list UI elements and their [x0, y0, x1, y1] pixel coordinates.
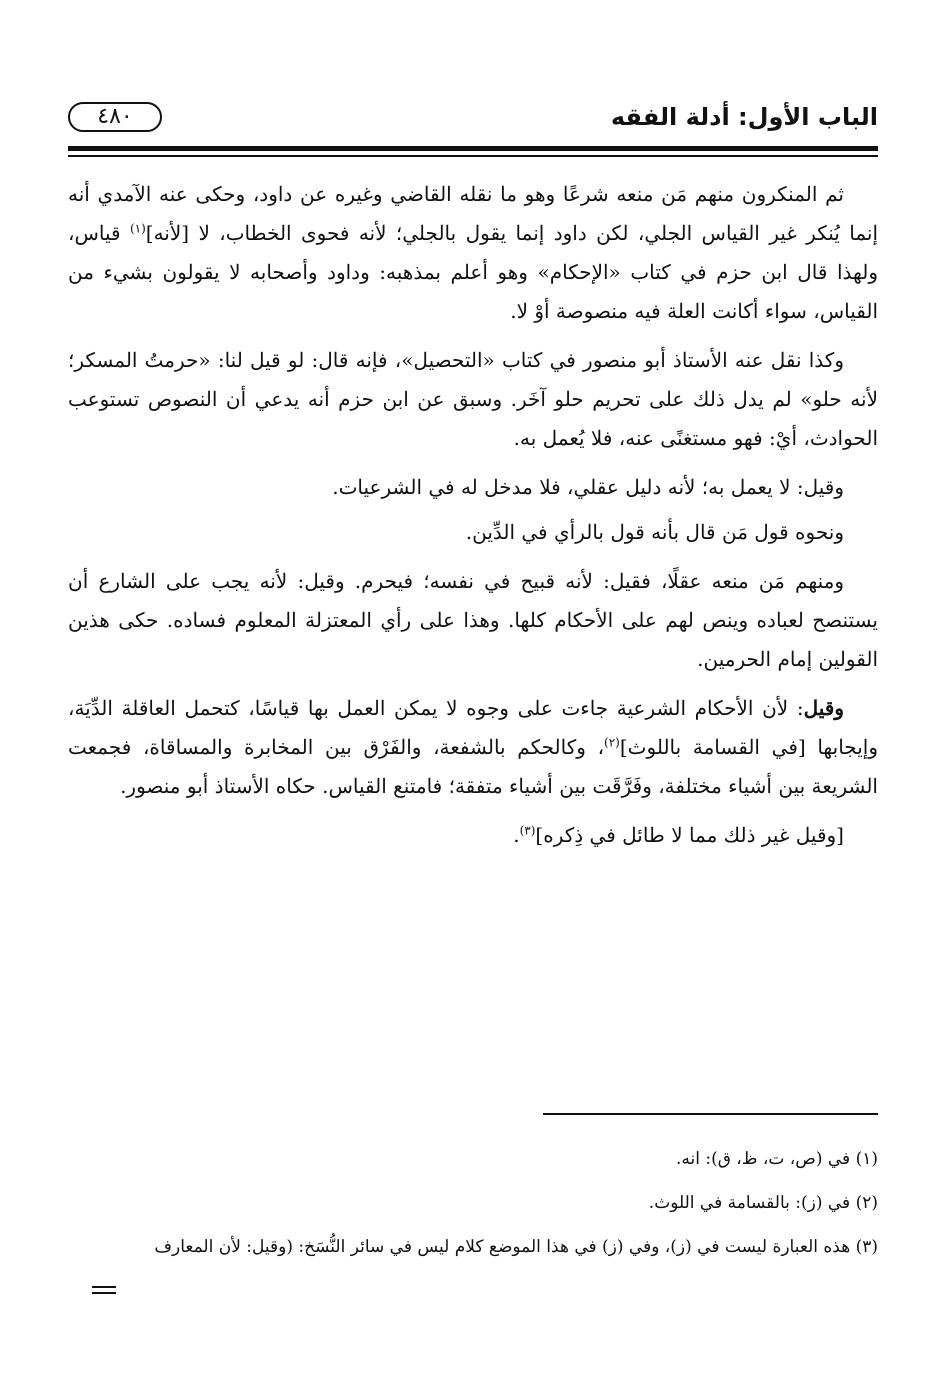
- page-number: ٤٨٠: [68, 102, 162, 132]
- footnote: (٣) هذه العبارة ليست في (ز)، وفي (ز) في هذا الموضع كلام ليس في سائر النُّسَخ: (وقيل: لأن المعارف: [154, 1237, 878, 1257]
- paragraph: ونحوه قول مَن قال بأنه قول بالرأي في الدِّين.: [465, 520, 844, 544]
- main-text: [68, 175, 878, 865]
- paragraph: [وقيل غير ذلك مما لا طائل في ذِكره]$^{(٣)}$.: [513, 823, 844, 847]
- footnote: (١) في (ص، ت، ظ، ق): انه.: [675, 1149, 878, 1169]
- footnotes: [68, 1147, 878, 1279]
- paragraph: وقيل: لأن الأحكام الشرعية جاءت على وجوه لا يمكن العمل بها قياسًا، كتحمل العاقلة الدِّيَة، وإيجابها [في القسامة باللوث]$^{(٢)}$، وكالحكم بالشفعة، والفَرْق بين المخابرة والمساقاة، فجمعت الشريعة بين أشياء مختلفة، وفَرَّقَت بين أشياء متفقة؛ فامتنع القياس. حكاه الأستاذ أبو منصور.: [68, 696, 878, 798]
- running-title: الباب الأول: أدلة الفقه: [610, 103, 878, 131]
- paragraph: وقيل: لا يعمل به؛ لأنه دليل عقلي، فلا مدخل له في الشرعيات.: [332, 475, 844, 499]
- footnote-ref: (٣): [519, 823, 536, 838]
- page-header: [68, 98, 878, 144]
- paragraph: وكذا نقل عنه الأستاذ أبو منصور في كتاب «التحصيل»، فإنه قال: لو قيل لنا: «حرمتُ المسكر؛ لأنه حلو» لم يدل ذلك على تحريم حلو آخَر. وسبق عن ابن حزم أنه يدعي أن النصوص تستوعب الحوادث، أيْ: فهو مستغنًى عنه، فلا يُعمل به.: [68, 348, 878, 450]
- footnote: (٢) في (ز): بالقسامة في اللوث.: [648, 1193, 878, 1213]
- header-rule-thin: [68, 155, 878, 157]
- paragraph-lead: وقيل: [803, 696, 844, 720]
- footnote-ref: (٢): [604, 735, 620, 750]
- header-rule: [68, 146, 878, 151]
- paragraph: ومنهم مَن منعه عقلًا، فقيل: لأنه قبيح في نفسه؛ فيحرم. وقيل: لأنه يجب على الشارع أن يستنصح لعباده وينص لهم على الأحكام كلها. وهذا على رأي المعتزلة المعلوم فساده. حكى هذين القولين إمام الحرمين.: [68, 569, 878, 671]
- footnote-ref: (١): [129, 221, 146, 236]
- footnote-separator: [543, 1113, 878, 1115]
- continuation-mark: [92, 1286, 116, 1300]
- paragraph: ثم المنكرون منهم مَن منعه شرعًا وهو ما نقله القاضي وغيره عن داود، وحكى عنه الآمدي أنه إنما يُنكر غير القياس الجلي، لكن داود إنما يقول بالجلي؛ لأنه فحوى الخطاب، لا [لأنه]$^{(١)}$ قياس، ولهذا قال ابن حزم في كتاب «الإحكام» وهو أعلم بمذهبه: وداود وأصحابه لا يقولون بشيء من القياس، سواء أكانت العلة فيه منصوصة أوْ لا.: [68, 182, 879, 323]
